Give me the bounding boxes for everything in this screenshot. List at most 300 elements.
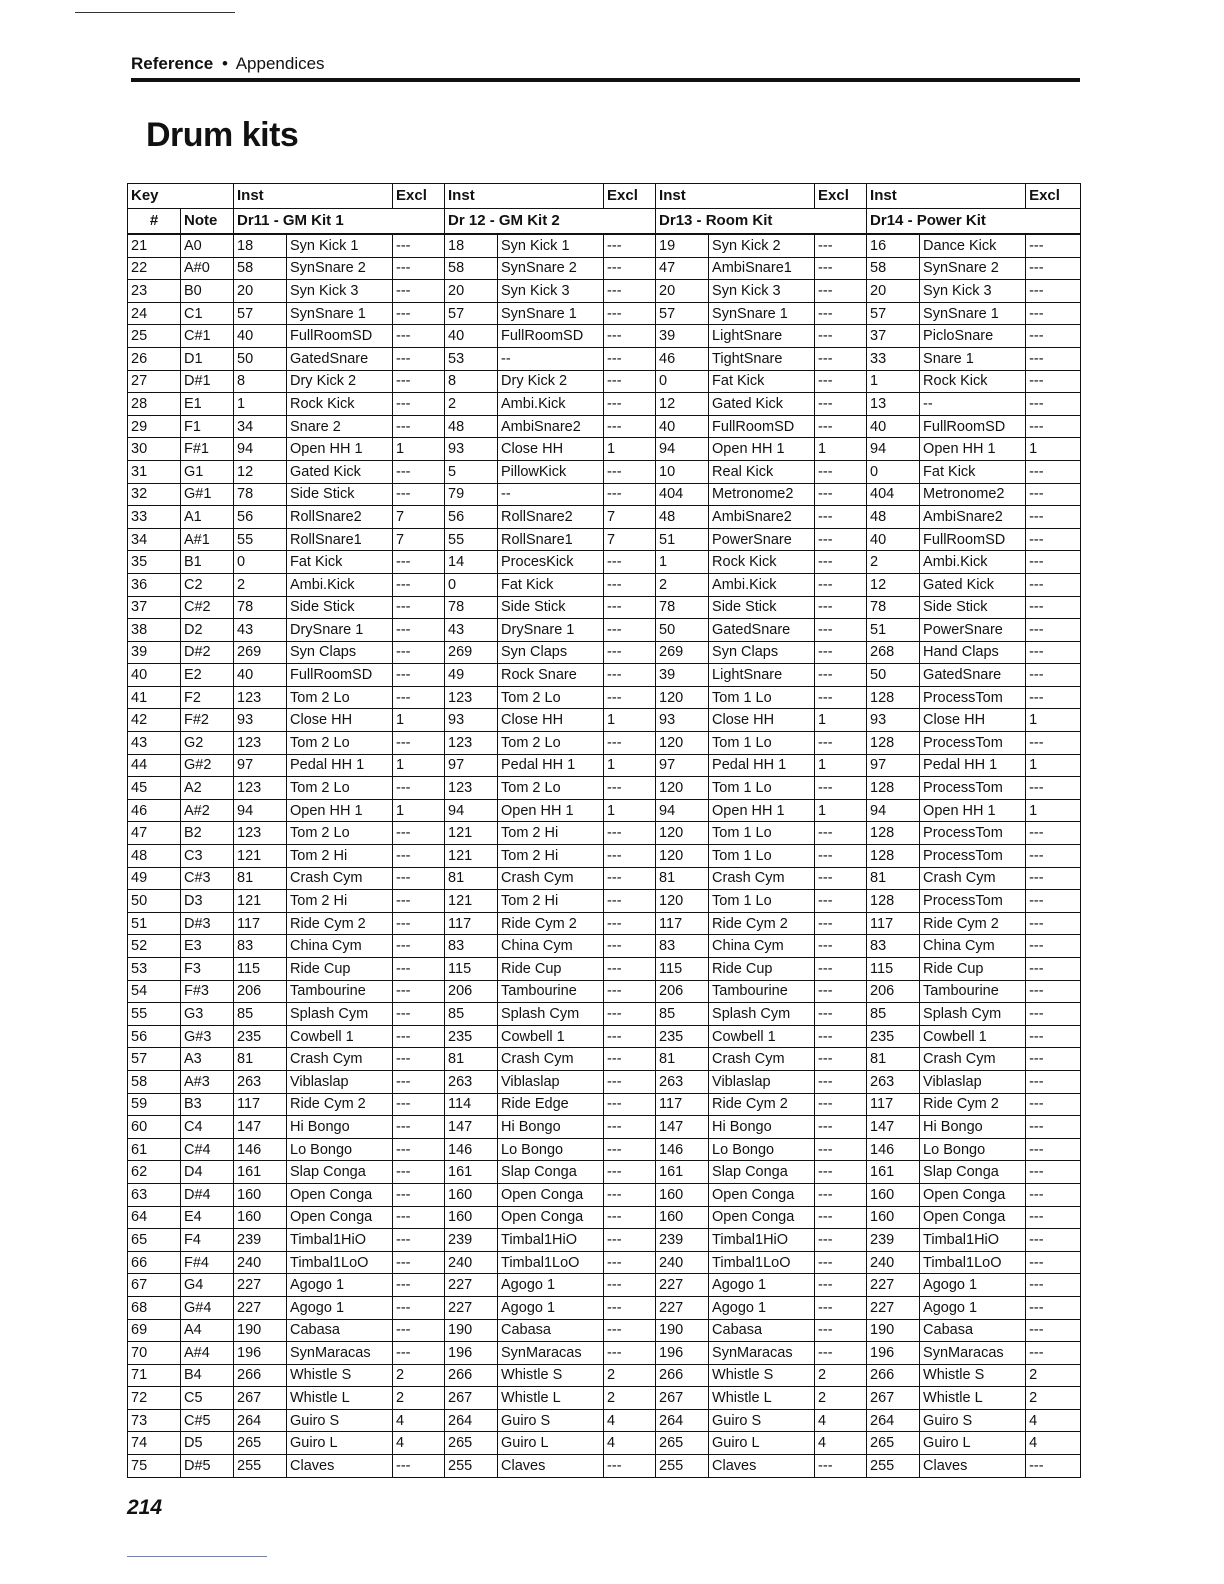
cell-inst-number: 120 xyxy=(656,732,709,755)
cell-inst-number: 39 xyxy=(656,664,709,687)
cell-inst-name: Ride Cym 2 xyxy=(287,1093,393,1116)
cell-inst-number: 10 xyxy=(656,460,709,483)
cell-excl: --- xyxy=(393,257,445,280)
cell-inst-number: 16 xyxy=(867,234,920,257)
cell-key-note: D1 xyxy=(181,347,234,370)
cell-inst-number: 83 xyxy=(445,935,498,958)
cell-key-note: C2 xyxy=(181,573,234,596)
table-row xyxy=(128,1048,1081,1071)
cell-excl: --- xyxy=(1026,1161,1081,1184)
header-excl: Excl xyxy=(604,184,656,209)
table-row xyxy=(128,1251,1081,1274)
cell-inst-name: FullRoomSD xyxy=(287,664,393,687)
cell-inst-number: 269 xyxy=(445,641,498,664)
cell-inst-number: 49 xyxy=(445,664,498,687)
cell-key-number: 54 xyxy=(128,980,181,1003)
cell-inst-name: Syn Kick 3 xyxy=(287,280,393,303)
cell-inst-number: 235 xyxy=(234,1025,287,1048)
cell-inst-name: AmbiSnare2 xyxy=(709,506,815,529)
cell-inst-number: 196 xyxy=(867,1342,920,1365)
cell-inst-name: Tambourine xyxy=(920,980,1026,1003)
cell-inst-name: ProcessTom xyxy=(920,822,1026,845)
cell-excl: --- xyxy=(604,619,656,642)
cell-inst-name: Open HH 1 xyxy=(287,438,393,461)
cell-inst-name: Metronome2 xyxy=(709,483,815,506)
table-row xyxy=(128,1274,1081,1297)
cell-key-number: 60 xyxy=(128,1116,181,1139)
cell-inst-name: Pedal HH 1 xyxy=(287,754,393,777)
cell-inst-name: -- xyxy=(920,393,1026,416)
cell-inst-name: DrySnare 1 xyxy=(498,619,604,642)
cell-excl: --- xyxy=(815,1048,867,1071)
cell-inst-name: Fat Kick xyxy=(920,460,1026,483)
cell-key-number: 26 xyxy=(128,347,181,370)
cell-inst-number: 235 xyxy=(656,1025,709,1048)
table-row xyxy=(128,1296,1081,1319)
cell-key-note: D#3 xyxy=(181,912,234,935)
cell-inst-number: 266 xyxy=(445,1364,498,1387)
cell-inst-name: Crash Cym xyxy=(709,1048,815,1071)
table-row xyxy=(128,528,1081,551)
table-row xyxy=(128,506,1081,529)
cell-inst-number: 239 xyxy=(445,1229,498,1252)
cell-inst-number: 93 xyxy=(234,709,287,732)
cell-inst-name: China Cym xyxy=(920,935,1026,958)
cell-inst-name: Whistle L xyxy=(709,1387,815,1410)
cell-key-number: 48 xyxy=(128,845,181,868)
cell-inst-number: 37 xyxy=(867,325,920,348)
cell-excl: --- xyxy=(1026,347,1081,370)
cell-key-number: 68 xyxy=(128,1296,181,1319)
cell-excl: --- xyxy=(1026,1093,1081,1116)
cell-inst-number: 263 xyxy=(656,1070,709,1093)
cell-inst-number: 227 xyxy=(445,1274,498,1297)
cell-inst-name: Viblaslap xyxy=(920,1070,1026,1093)
cell-inst-name: Tom 2 Lo xyxy=(287,822,393,845)
table-row xyxy=(128,619,1081,642)
cell-inst-number: 85 xyxy=(867,1003,920,1026)
cell-inst-number: 121 xyxy=(445,890,498,913)
cell-excl: --- xyxy=(604,1296,656,1319)
cell-inst-number: 85 xyxy=(656,1003,709,1026)
table-row xyxy=(128,935,1081,958)
cell-inst-number: 123 xyxy=(234,732,287,755)
cell-key-note: C#3 xyxy=(181,867,234,890)
cell-excl: --- xyxy=(1026,1138,1081,1161)
cell-inst-name: Whistle S xyxy=(709,1364,815,1387)
cell-key-number: 27 xyxy=(128,370,181,393)
cell-inst-number: 2 xyxy=(867,551,920,574)
cell-inst-name: Cabasa xyxy=(498,1319,604,1342)
cell-inst-number: 146 xyxy=(445,1138,498,1161)
cell-inst-number: 0 xyxy=(656,370,709,393)
header-inst: Inst xyxy=(656,184,815,209)
cell-inst-number: 235 xyxy=(445,1025,498,1048)
cell-key-note: C#5 xyxy=(181,1409,234,1432)
cell-inst-number: 13 xyxy=(867,393,920,416)
cell-inst-number: 5 xyxy=(445,460,498,483)
cell-inst-number: 40 xyxy=(445,325,498,348)
cell-key-number: 75 xyxy=(128,1455,181,1478)
cell-key-number: 42 xyxy=(128,709,181,732)
header-inst: Inst xyxy=(234,184,393,209)
cell-inst-name: Timbal1LoO xyxy=(920,1251,1026,1274)
cell-excl: --- xyxy=(604,370,656,393)
cell-inst-number: 81 xyxy=(867,867,920,890)
cell-inst-number: 404 xyxy=(867,483,920,506)
cell-inst-name: PowerSnare xyxy=(709,528,815,551)
cell-inst-number: 161 xyxy=(867,1161,920,1184)
cell-key-note: A#4 xyxy=(181,1342,234,1365)
cell-inst-number: 50 xyxy=(656,619,709,642)
cell-excl: --- xyxy=(393,551,445,574)
cell-inst-name: Dry Kick 2 xyxy=(498,370,604,393)
cell-inst-number: 53 xyxy=(445,347,498,370)
cell-inst-name: Snare 1 xyxy=(920,347,1026,370)
cell-excl: --- xyxy=(604,777,656,800)
cell-key-number: 56 xyxy=(128,1025,181,1048)
cell-inst-name: SynMaracas xyxy=(287,1342,393,1365)
cell-inst-number: 264 xyxy=(445,1409,498,1432)
cell-excl: --- xyxy=(815,483,867,506)
cell-inst-name: FullRoomSD xyxy=(920,415,1026,438)
table-row xyxy=(128,777,1081,800)
cell-excl: --- xyxy=(604,393,656,416)
cell-inst-number: 117 xyxy=(656,1093,709,1116)
cell-inst-number: 83 xyxy=(234,935,287,958)
cell-key-number: 37 xyxy=(128,596,181,619)
cell-inst-number: 40 xyxy=(656,415,709,438)
cell-inst-name: Tambourine xyxy=(498,980,604,1003)
cell-inst-number: 18 xyxy=(234,234,287,257)
cell-key-note: D#4 xyxy=(181,1183,234,1206)
cell-inst-number: 160 xyxy=(867,1183,920,1206)
cell-excl: --- xyxy=(815,596,867,619)
header-inst: Inst xyxy=(867,184,1026,209)
cell-inst-name: Ride Cym 2 xyxy=(920,912,1026,935)
header-key: Key xyxy=(128,184,234,209)
cell-inst-name: TightSnare xyxy=(709,347,815,370)
cell-excl: 2 xyxy=(815,1364,867,1387)
cell-inst-name: Slap Conga xyxy=(498,1161,604,1184)
cell-key-note: A#3 xyxy=(181,1070,234,1093)
cell-excl: --- xyxy=(393,1003,445,1026)
cell-inst-name: Tambourine xyxy=(287,980,393,1003)
cell-excl: 4 xyxy=(393,1432,445,1455)
cell-inst-name: Cabasa xyxy=(920,1319,1026,1342)
cell-inst-number: 161 xyxy=(656,1161,709,1184)
table-row xyxy=(128,912,1081,935)
cell-key-note: D2 xyxy=(181,619,234,642)
cell-inst-name: Tom 1 Lo xyxy=(709,890,815,913)
cell-excl: --- xyxy=(815,1161,867,1184)
cell-inst-number: 97 xyxy=(234,754,287,777)
cell-inst-number: 160 xyxy=(656,1183,709,1206)
cell-inst-number: 58 xyxy=(867,257,920,280)
cell-excl: --- xyxy=(604,732,656,755)
cell-excl: 4 xyxy=(815,1409,867,1432)
cell-inst-name: SynSnare 1 xyxy=(920,302,1026,325)
cell-excl: 1 xyxy=(815,754,867,777)
cell-inst-number: 239 xyxy=(656,1229,709,1252)
cell-key-note: F#3 xyxy=(181,980,234,1003)
cell-inst-name: Tom 2 Lo xyxy=(498,686,604,709)
cell-excl: --- xyxy=(393,347,445,370)
cell-inst-name: Crash Cym xyxy=(920,867,1026,890)
cell-key-note: G1 xyxy=(181,460,234,483)
cell-inst-number: 93 xyxy=(656,709,709,732)
cell-inst-number: 227 xyxy=(867,1296,920,1319)
cell-excl: --- xyxy=(604,1070,656,1093)
cell-inst-number: 85 xyxy=(445,1003,498,1026)
table-row xyxy=(128,686,1081,709)
header-excl: Excl xyxy=(815,184,867,209)
cell-excl: --- xyxy=(1026,1342,1081,1365)
cell-excl: --- xyxy=(1026,370,1081,393)
cell-inst-name: Dance Kick xyxy=(920,234,1026,257)
cell-inst-number: 48 xyxy=(656,506,709,529)
cell-inst-number: 121 xyxy=(234,890,287,913)
cell-inst-name: Cowbell 1 xyxy=(709,1025,815,1048)
cell-inst-number: 266 xyxy=(234,1364,287,1387)
cell-excl: --- xyxy=(815,1093,867,1116)
cell-key-note: C#4 xyxy=(181,1138,234,1161)
cell-inst-name: Syn Kick 3 xyxy=(709,280,815,303)
cell-key-note: A#0 xyxy=(181,257,234,280)
cell-inst-name: Cowbell 1 xyxy=(498,1025,604,1048)
cell-inst-number: 0 xyxy=(445,573,498,596)
cell-excl: --- xyxy=(1026,325,1081,348)
cell-key-note: F4 xyxy=(181,1229,234,1252)
cell-excl: --- xyxy=(393,1206,445,1229)
cell-inst-number: 160 xyxy=(445,1183,498,1206)
cell-excl: --- xyxy=(815,325,867,348)
cell-excl: --- xyxy=(604,1342,656,1365)
cell-inst-name: Syn Kick 1 xyxy=(498,234,604,257)
cell-inst-name: Rock Kick xyxy=(287,393,393,416)
cell-inst-name: SynMaracas xyxy=(920,1342,1026,1365)
cell-excl: --- xyxy=(815,506,867,529)
cell-inst-name: Open HH 1 xyxy=(709,438,815,461)
cell-inst-name: Gated Kick xyxy=(287,460,393,483)
cell-inst-number: 240 xyxy=(445,1251,498,1274)
cell-inst-name: Open Conga xyxy=(920,1183,1026,1206)
cell-excl: --- xyxy=(604,1161,656,1184)
cell-excl: 2 xyxy=(1026,1364,1081,1387)
cell-inst-name: FullRoomSD xyxy=(709,415,815,438)
cell-inst-name: ProcessTom xyxy=(920,732,1026,755)
cell-inst-number: 115 xyxy=(445,958,498,981)
cell-key-number: 71 xyxy=(128,1364,181,1387)
cell-inst-number: 190 xyxy=(445,1319,498,1342)
cell-key-number: 73 xyxy=(128,1409,181,1432)
cell-inst-name: Hi Bongo xyxy=(287,1116,393,1139)
cell-inst-name: Whistle S xyxy=(920,1364,1026,1387)
cell-excl: --- xyxy=(604,845,656,868)
table-row xyxy=(128,551,1081,574)
cell-key-note: D#5 xyxy=(181,1455,234,1478)
cell-excl: --- xyxy=(604,234,656,257)
table-row xyxy=(128,980,1081,1003)
cell-inst-number: 20 xyxy=(445,280,498,303)
cell-key-note: C5 xyxy=(181,1387,234,1410)
table-row xyxy=(128,1025,1081,1048)
cell-excl: --- xyxy=(1026,1116,1081,1139)
cell-inst-number: 81 xyxy=(656,1048,709,1071)
cell-inst-name: Open Conga xyxy=(287,1206,393,1229)
cell-excl: --- xyxy=(393,280,445,303)
table-row xyxy=(128,1183,1081,1206)
cell-excl: --- xyxy=(815,867,867,890)
table-row xyxy=(128,641,1081,664)
cell-excl: --- xyxy=(393,596,445,619)
header-subsection: Appendices xyxy=(235,54,325,73)
cell-inst-number: 20 xyxy=(656,280,709,303)
cell-inst-number: 94 xyxy=(867,438,920,461)
cell-inst-number: 57 xyxy=(234,302,287,325)
cell-excl: --- xyxy=(393,1274,445,1297)
cell-inst-number: 120 xyxy=(656,890,709,913)
cell-excl: --- xyxy=(393,325,445,348)
table-body xyxy=(128,234,1081,1477)
cell-inst-name: Tom 1 Lo xyxy=(709,686,815,709)
cell-inst-name: Close HH xyxy=(498,438,604,461)
cell-key-number: 61 xyxy=(128,1138,181,1161)
cell-key-note: C3 xyxy=(181,845,234,868)
cell-inst-number: 404 xyxy=(656,483,709,506)
cell-excl: --- xyxy=(1026,551,1081,574)
cell-excl: --- xyxy=(393,686,445,709)
cell-inst-number: 2 xyxy=(656,573,709,596)
cell-inst-number: 40 xyxy=(234,664,287,687)
cell-inst-name: Slap Conga xyxy=(287,1161,393,1184)
cell-inst-number: 12 xyxy=(867,573,920,596)
cell-inst-number: 190 xyxy=(656,1319,709,1342)
cell-key-note: B0 xyxy=(181,280,234,303)
cell-inst-number: 263 xyxy=(234,1070,287,1093)
cell-inst-name: Tom 2 Lo xyxy=(287,732,393,755)
cell-excl: --- xyxy=(815,1342,867,1365)
cell-key-note: G#4 xyxy=(181,1296,234,1319)
table-row xyxy=(128,596,1081,619)
cell-key-number: 29 xyxy=(128,415,181,438)
cell-inst-name: Tom 2 Hi xyxy=(498,890,604,913)
cell-inst-name: LightSnare xyxy=(709,325,815,348)
cell-inst-name: Whistle S xyxy=(287,1364,393,1387)
cell-inst-number: 94 xyxy=(234,799,287,822)
cell-inst-name: Ambi.Kick xyxy=(287,573,393,596)
cell-excl: --- xyxy=(604,641,656,664)
table-row xyxy=(128,1229,1081,1252)
cell-inst-name: Open Conga xyxy=(498,1206,604,1229)
cell-inst-number: 146 xyxy=(656,1138,709,1161)
cell-inst-name: Open HH 1 xyxy=(920,799,1026,822)
cell-excl: --- xyxy=(815,641,867,664)
drum-kits-table xyxy=(127,183,1081,1478)
cell-excl: --- xyxy=(1026,641,1081,664)
cell-excl: --- xyxy=(604,573,656,596)
cell-inst-name: Agogo 1 xyxy=(498,1274,604,1297)
cell-inst-name: Crash Cym xyxy=(498,867,604,890)
table-row xyxy=(128,1116,1081,1139)
cell-excl: --- xyxy=(393,1342,445,1365)
cell-key-number: 57 xyxy=(128,1048,181,1071)
cell-key-note: C1 xyxy=(181,302,234,325)
cell-inst-name: Claves xyxy=(920,1455,1026,1478)
cell-inst-name: Tom 2 Hi xyxy=(287,890,393,913)
cell-inst-name: Whistle L xyxy=(287,1387,393,1410)
cell-key-number: 58 xyxy=(128,1070,181,1093)
cell-inst-number: 94 xyxy=(656,799,709,822)
table-row xyxy=(128,822,1081,845)
cell-inst-number: 235 xyxy=(867,1025,920,1048)
cell-inst-name: Timbal1LoO xyxy=(498,1251,604,1274)
cell-excl: --- xyxy=(604,460,656,483)
cell-key-number: 32 xyxy=(128,483,181,506)
cell-inst-name: Agogo 1 xyxy=(920,1274,1026,1297)
cell-inst-number: 161 xyxy=(445,1161,498,1184)
cell-inst-number: 55 xyxy=(234,528,287,551)
cell-key-number: 39 xyxy=(128,641,181,664)
cell-excl: --- xyxy=(393,1138,445,1161)
cell-inst-number: 93 xyxy=(445,709,498,732)
cell-excl: 1 xyxy=(604,754,656,777)
cell-inst-name: GatedSnare xyxy=(920,664,1026,687)
cell-inst-name: FullRoomSD xyxy=(498,325,604,348)
cell-key-number: 25 xyxy=(128,325,181,348)
cell-excl: 1 xyxy=(604,709,656,732)
cell-inst-number: 57 xyxy=(867,302,920,325)
cell-inst-number: 268 xyxy=(867,641,920,664)
cell-excl: --- xyxy=(1026,958,1081,981)
cell-key-number: 59 xyxy=(128,1093,181,1116)
cell-excl: --- xyxy=(393,1116,445,1139)
cell-inst-name: Hand Claps xyxy=(920,641,1026,664)
table-row xyxy=(128,664,1081,687)
cell-inst-number: 120 xyxy=(656,777,709,800)
cell-inst-name: Open Conga xyxy=(709,1206,815,1229)
cell-key-note: B3 xyxy=(181,1093,234,1116)
cell-inst-number: 267 xyxy=(234,1387,287,1410)
cell-key-note: F#2 xyxy=(181,709,234,732)
cell-excl: --- xyxy=(815,686,867,709)
cell-inst-number: 160 xyxy=(445,1206,498,1229)
cell-excl: 4 xyxy=(1026,1432,1081,1455)
cell-key-note: D#2 xyxy=(181,641,234,664)
cell-excl: --- xyxy=(815,302,867,325)
cell-inst-number: 240 xyxy=(867,1251,920,1274)
cell-key-number: 41 xyxy=(128,686,181,709)
cell-excl: --- xyxy=(815,619,867,642)
cell-inst-name: Tom 2 Lo xyxy=(498,732,604,755)
cell-inst-name: Fat Kick xyxy=(287,551,393,574)
cell-excl: 1 xyxy=(393,799,445,822)
table-row xyxy=(128,257,1081,280)
cell-excl: --- xyxy=(393,845,445,868)
cell-inst-name: Guiro S xyxy=(709,1409,815,1432)
cell-inst-number: 265 xyxy=(867,1432,920,1455)
cell-excl: --- xyxy=(1026,1319,1081,1342)
cell-excl: --- xyxy=(604,596,656,619)
cell-excl: --- xyxy=(604,1025,656,1048)
cell-excl: 1 xyxy=(1026,754,1081,777)
cell-excl: --- xyxy=(393,573,445,596)
cell-inst-number: 269 xyxy=(234,641,287,664)
cell-inst-number: 33 xyxy=(867,347,920,370)
cell-excl: --- xyxy=(815,732,867,755)
cell-inst-name: PicloSnare xyxy=(920,325,1026,348)
cell-inst-name: Lo Bongo xyxy=(920,1138,1026,1161)
